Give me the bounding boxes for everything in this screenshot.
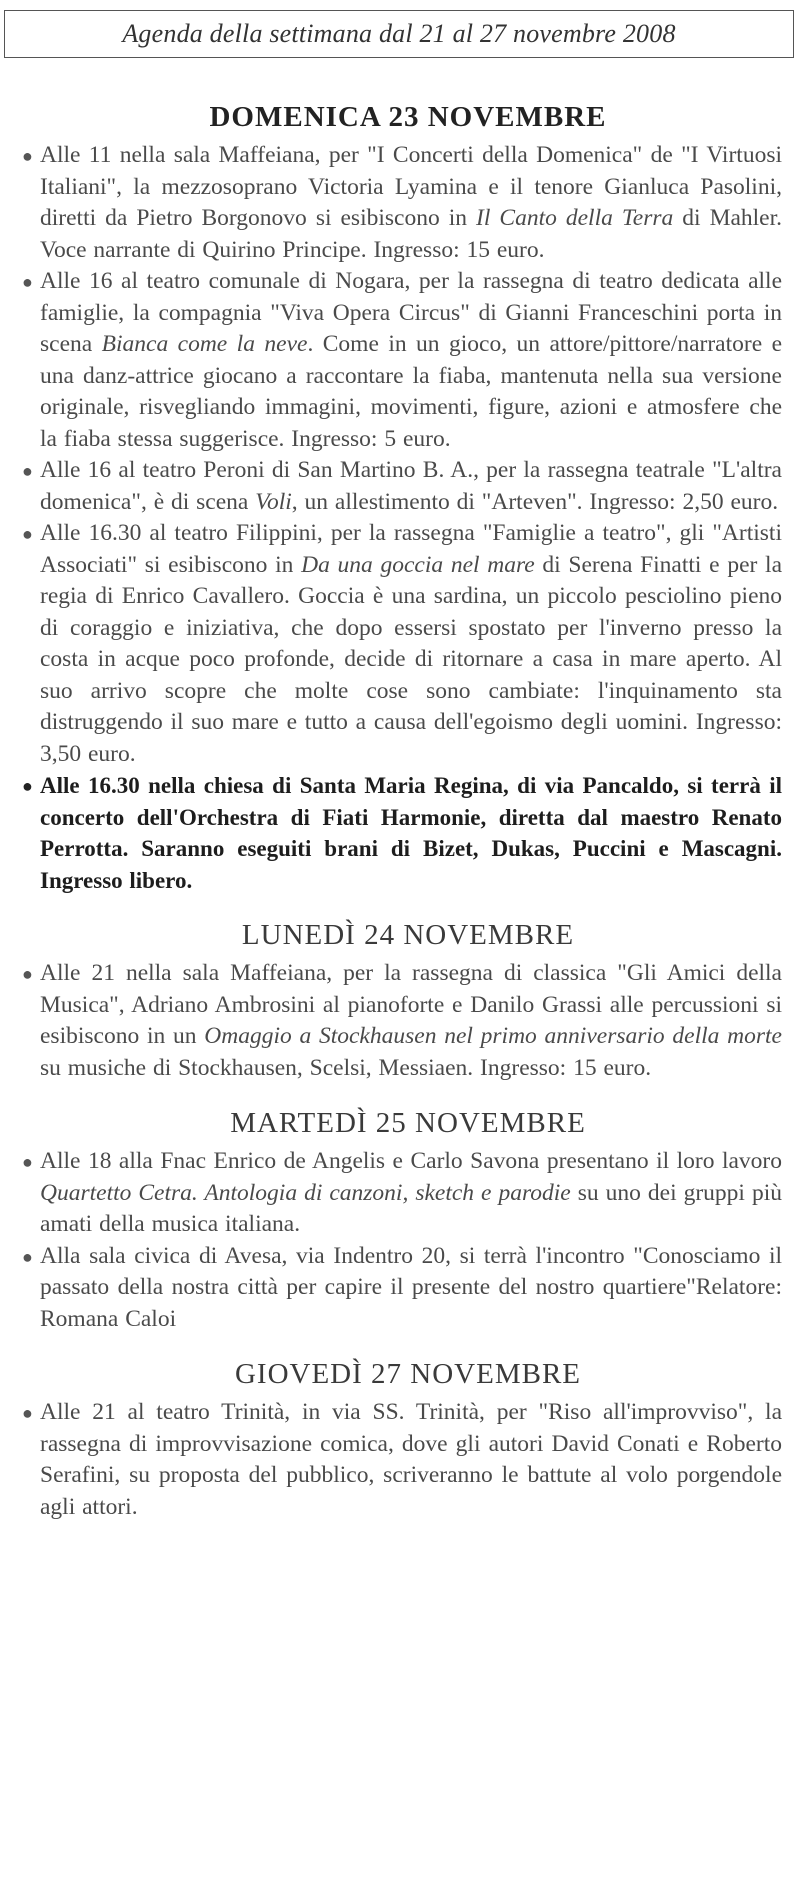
bullet-icon: ● [22,1152,33,1172]
day-heading-giovedi: GIOVEDÌ 27 NOVEMBRE [234,1358,582,1390]
event-entry-highlighted: ● Alle 16.30 nella chiesa di Santa Maria Regina, di via Pancaldo, si terrà il concerto dell'Orchestra di Fiati Harmonie, diretta dal maestro Renato Perrotta. Saranno eseguiti brani di Bizet, Dukas, Puccini e Mascagni. Ingresso libero. [22,773,782,893]
bullet-icon: ● [22,1403,33,1423]
event-entry: ● Alle 11 nella sala Maffeiana, per "I Concerti della Domenica" de "I Virtuosi Italiani", la mezzosoprano Victoria Lyamina e il tenore Gianluca Pasolini, diretti da Pietro Borgonovo si esibiscono in Il Canto della Terra di Mahler. Voce narrante di Quirino Principe. Ingresso: 15 euro. [22,142,783,263]
event-entry: ● Alle 16 al teatro comunale di Nogara, per la rassegna di teatro dedicata alle famiglie, la compagnia "Viva Opera Circus" di Gianni Franceschini porta in scena Bianca come la neve. Come in un gioco, un attore/pittore/narratore e una danz-attrice giocano a raccontare la fiaba, mantenuta nella sua versione originale, risvegliando immagini, movimenti, figure, azioni e atmosfere che la fiaba stessa suggerisce. Ingresso: 5 euro. [22,268,783,452]
bullet-icon: ● [22,272,33,292]
event-entry: ● Alle 16.30 al teatro Filippini, per la rassegna "Famiglie a teatro", gli "Artisti Associati" si esibiscono in Da una goccia nel mare di Serena Finatti e per la regia di Enrico Cavallero. Goccia è una sardina, un piccolo pesciolino pieno di coraggio e iniziativa, che dopo essersi spostato per l'inverno presso la costa in acque poco profonde, decide di ritornare a casa in mare aperto. Al suo arrivo scopre che molte cose sono cambiate: l'inquinamento sta distruggendo il suo mare e tutto a causa dell'egoismo degli uomini. Ingresso: 3,50 euro. [22,520,783,767]
bullet-icon: ● [22,461,33,481]
day-heading-domenica: DOMENICA 23 NOVEMBRE [209,101,607,133]
bullet-icon: ● [22,1246,33,1267]
bullet-icon: ● [22,146,33,166]
event-entry: ● Alle 16 al teatro Peroni di San Martino B. A., per la rassegna teatrale "L'altra domenica", è di scena Voli, un allestimento di "Arteven". Ingresso: 2,50 euro. [22,457,782,515]
event-entry: ● Alle 21 al teatro Trinità, in via SS. Trinità, per "Riso all'improvviso", la rassegna di improvvisazione comica, dove gli autori David Conati e Roberto Serafini, su proposta del pubblico, scriveranno le battute al volo porgendole agli attori. [22,1399,782,1520]
header-title: Agenda della settimana dal 21 al 27 novembre 2008 [122,19,676,48]
event-entry: ● Alla sala civica di Avesa, via Indentro 20, si terrà l'incontro "Conosciamo il passato della nostra città per capire il presente del nostro quartiere"Relatore: Romana Caloi [22,1242,782,1332]
bullet-icon: ● [22,964,33,984]
bullet-icon: ● [22,776,33,796]
event-entry: ● Alle 18 alla Fnac Enrico de Angelis e Carlo Savona presentano il loro lavoro Quartetto Cetra. Antologia di canzoni, sketch e parodie su uno dei gruppi più amati della musica italiana. [22,1148,782,1237]
bullet-icon: ● [22,524,33,544]
day-heading-lunedi: LUNEDÌ 24 NOVEMBRE [241,919,575,951]
agenda-content [22,90,782,1523]
day-heading-martedi: MARTEDÌ 25 NOVEMBRE [230,1107,586,1139]
event-entry: ● Alle 21 nella sala Maffeiana, per la rassegna di classica "Gli Amici della Musica", Adriano Ambrosini al pianoforte e Danilo Grassi alle percussioni si esibiscono in un Omaggio a Stockhausen nel primo anniversario della morte su musiche di Stockhausen, Scelsi, Messiaen. Ingresso: 15 euro. [22,960,782,1081]
page-header [4,10,794,58]
